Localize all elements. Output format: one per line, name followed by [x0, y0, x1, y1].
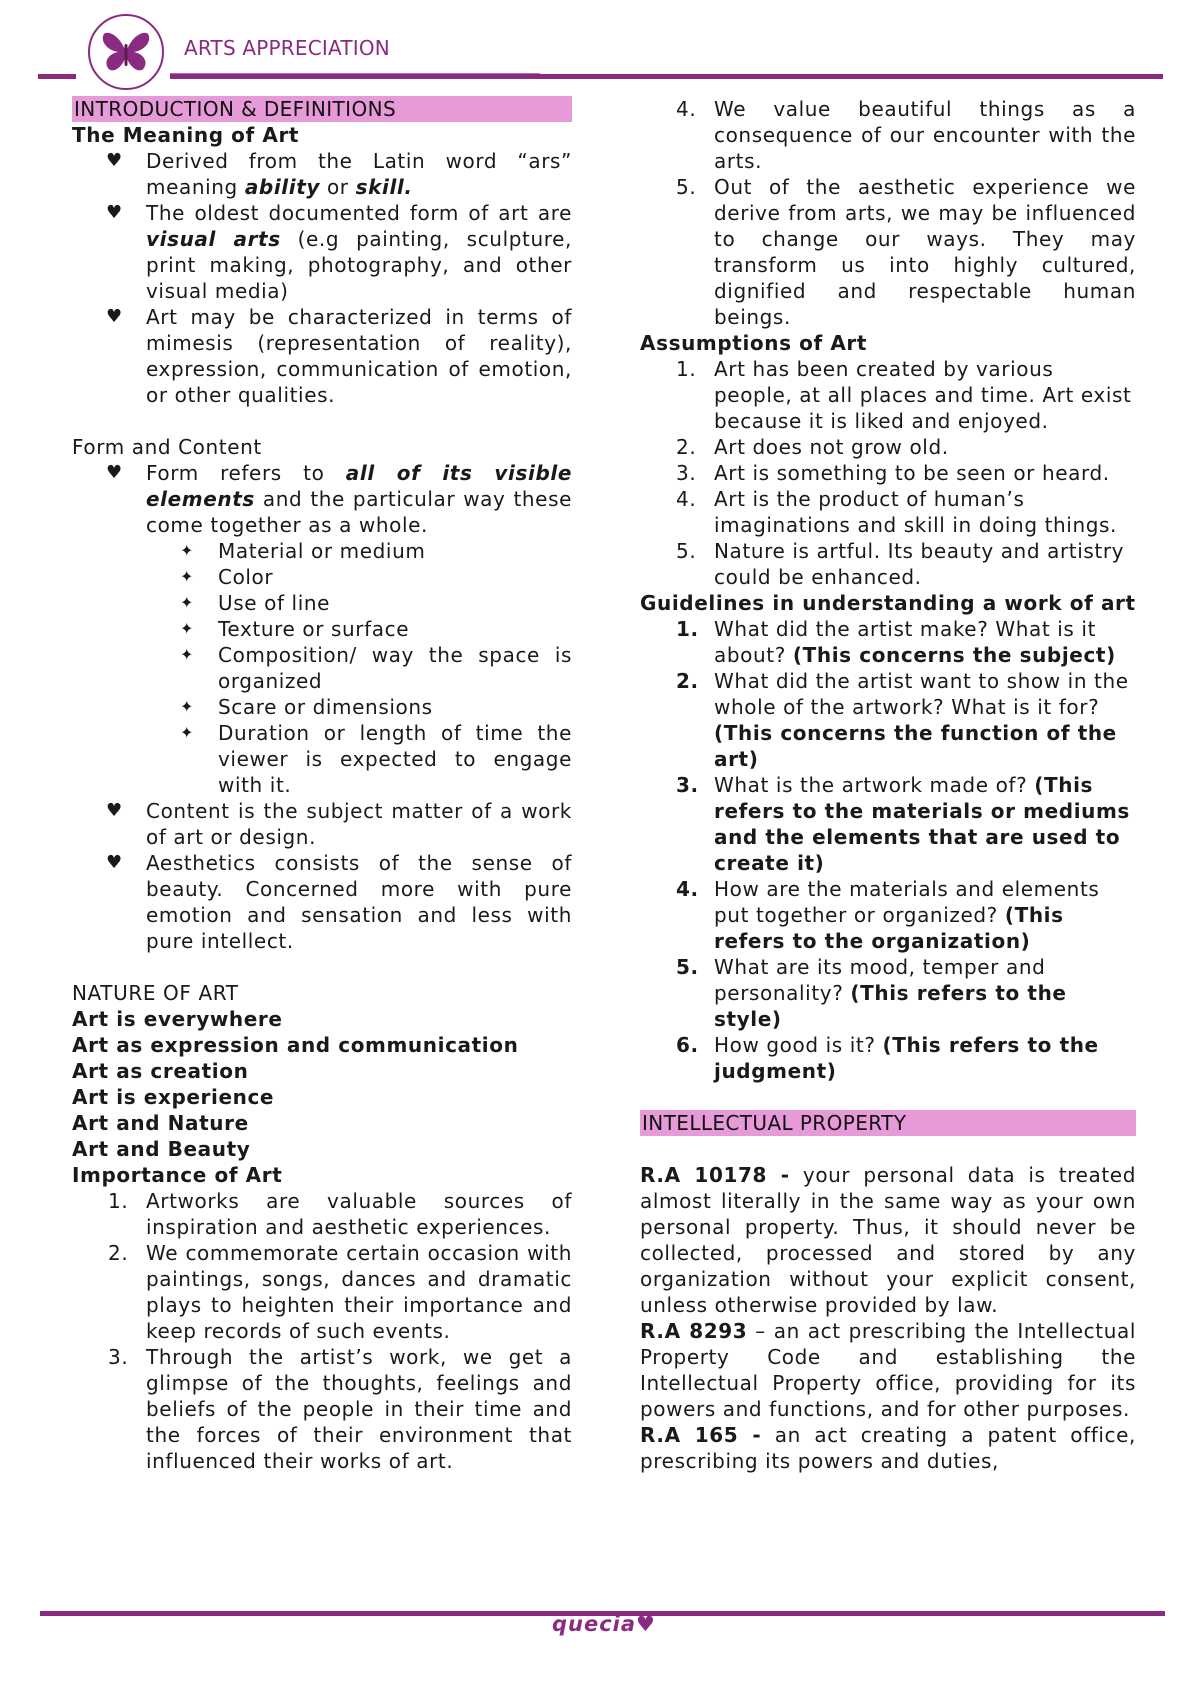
logo	[88, 14, 164, 90]
sparkle-icon: ✦	[180, 697, 195, 716]
footer-signature: quecia♥	[552, 1612, 656, 1636]
form-item: ✦ Material or medium	[180, 539, 426, 563]
assumption-item: 5. Nature is artful. Its beauty and artistry could be enhanced.	[676, 539, 1125, 589]
heart-icon: ♥	[106, 306, 123, 327]
nature-item: Art as expression and communication	[72, 1033, 519, 1057]
nature-item: Importance of Art	[72, 1163, 283, 1187]
sparkle-icon: ✦	[180, 593, 195, 612]
guideline-item: 5. What are its mood, temper and personality? (This refers to the style)	[676, 955, 1067, 1031]
butterfly-icon	[100, 28, 152, 78]
importance-item: 3. Through the artist’s work, we get a glimpse of the thoughts, feelings and beliefs of the people in their time and the forces of their environment that influenced their works of art.	[108, 1345, 572, 1473]
law-paragraph: R.A 8293 – an act prescribing the Intellectual Property Code and establishing the Intellectual Property office, providing for its powers and functions, and for other purposes.	[640, 1319, 1137, 1421]
guidelines-title: Guidelines in understanding a work of art	[640, 591, 1136, 615]
nature-item: Art and Beauty	[72, 1137, 251, 1161]
assumption-item: 3. Art is something to be seen or heard.	[676, 461, 1110, 485]
guideline-item: 6. How good is it? (This refers to the judgment)	[676, 1033, 1099, 1083]
form-item: ✦ Color	[180, 565, 274, 589]
nature-item: Art is everywhere	[72, 1007, 283, 1031]
importance-item: 1. Artworks are valuable sources of inspiration and aesthetic experiences.	[108, 1189, 572, 1239]
importance-item: 2. We commemorate certain occasion with paintings, songs, dances and dramatic plays to heighten their importance and keep records of such events.	[108, 1241, 572, 1343]
guideline-item: 2. What did the artist want to show in the whole of the artwork? What is it for? (This concerns the function of the art)	[676, 669, 1129, 771]
guideline-item: 3. What is the artwork made of? (This refers to the materials or mediums and the elements that are used to create it)	[676, 773, 1130, 875]
meaning-bullet: ♥ Derived from the Latin word “ars” meaning ability or skill.	[106, 149, 572, 199]
meaning-title: The Meaning of Art	[72, 123, 300, 147]
form-item: ✦ Use of line	[180, 591, 331, 615]
left-column	[72, 96, 572, 1474]
section-heading-introduction: INTRODUCTION & DEFINITIONS	[72, 96, 572, 122]
importance-item: 4. We value beautiful things as a consequence of our encounter with the arts.	[676, 97, 1136, 173]
section-heading-intellectual-property: INTELLECTUAL PROPERTY	[640, 1110, 1136, 1136]
assumption-item: 4. Art is the product of human’s imaginations and skill in doing things.	[676, 487, 1118, 537]
form-title: Form and Content	[72, 435, 262, 459]
form-item: ✦ Composition/ way the space is organized	[180, 643, 572, 693]
sparkle-icon: ✦	[180, 645, 195, 664]
assumption-item: 1. Art has been created by various people, at all places and time. Art exist because it is liked and enjoyed.	[676, 357, 1132, 433]
nature-item: Art and Nature	[72, 1111, 249, 1135]
form-bullet: ♥ Form refers to all of its visible elements and the particular way these come together as a whole.	[106, 461, 572, 537]
header-rule-left	[38, 74, 76, 79]
law-paragraph: R.A 165 - an act creating a patent office, prescribing its powers and duties,	[640, 1423, 1136, 1473]
content-bullet: ♥ Aesthetics consists of the sense of beauty. Concerned more with pure emotion and sensation and less with pure intellect.	[106, 851, 572, 953]
form-item: ✦ Texture or surface	[180, 617, 410, 641]
sparkle-icon: ✦	[180, 723, 195, 742]
form-item: ✦ Scare or dimensions	[180, 695, 433, 719]
heart-icon: ♥	[106, 800, 123, 821]
law-paragraph: R.A 10178 - your personal data is treated almost literally in the same way as your own personal property. Thus, it should never be collected, processed and stored by any organization without your explicit consent, unless otherwise provided by law.	[640, 1163, 1136, 1317]
importance-item: 5. Out of the aesthetic experience we derive from arts, we may be influenced to change our ways. They may transform us into highly cultured, dignified and respectable human beings.	[676, 175, 1136, 329]
nature-item: Art is experience	[72, 1085, 275, 1109]
heart-icon: ♥	[106, 150, 123, 171]
nature-item: Art as creation	[72, 1059, 249, 1083]
sparkle-icon: ✦	[180, 619, 195, 638]
guideline-item: 4. How are the materials and elements put together or organized? (This refers to the organization)	[676, 877, 1100, 953]
sparkle-icon: ✦	[180, 567, 195, 586]
heart-icon: ♥	[106, 202, 123, 223]
content-bullet: ♥ Content is the subject matter of a work of art or design.	[106, 799, 572, 849]
meaning-bullet: ♥ Art may be characterized in terms of mimesis (representation of reality), expression, communication of emotion, or other qualities.	[106, 305, 572, 407]
sparkle-icon: ✦	[180, 541, 195, 560]
assumption-item: 2. Art does not grow old.	[676, 435, 949, 459]
heart-icon: ♥	[106, 462, 123, 483]
heart-icon: ♥	[636, 1612, 656, 1636]
header-rule	[170, 74, 1163, 79]
meaning-bullet: ♥ The oldest documented form of art are visual arts (e.g painting, sculpture, print making, photography, and other visual media)	[106, 201, 572, 303]
form-item: ✦ Duration or length of time the viewer is expected to engage with it.	[180, 721, 572, 797]
right-column	[640, 96, 1136, 1474]
nature-title: NATURE OF ART	[72, 981, 239, 1005]
assumptions-title: Assumptions of Art	[640, 331, 868, 355]
header-title: ARTS APPRECIATION	[184, 36, 390, 60]
heart-icon: ♥	[106, 852, 123, 873]
guideline-item: 1. What did the artist make? What is it about? (This concerns the subject)	[676, 617, 1116, 667]
